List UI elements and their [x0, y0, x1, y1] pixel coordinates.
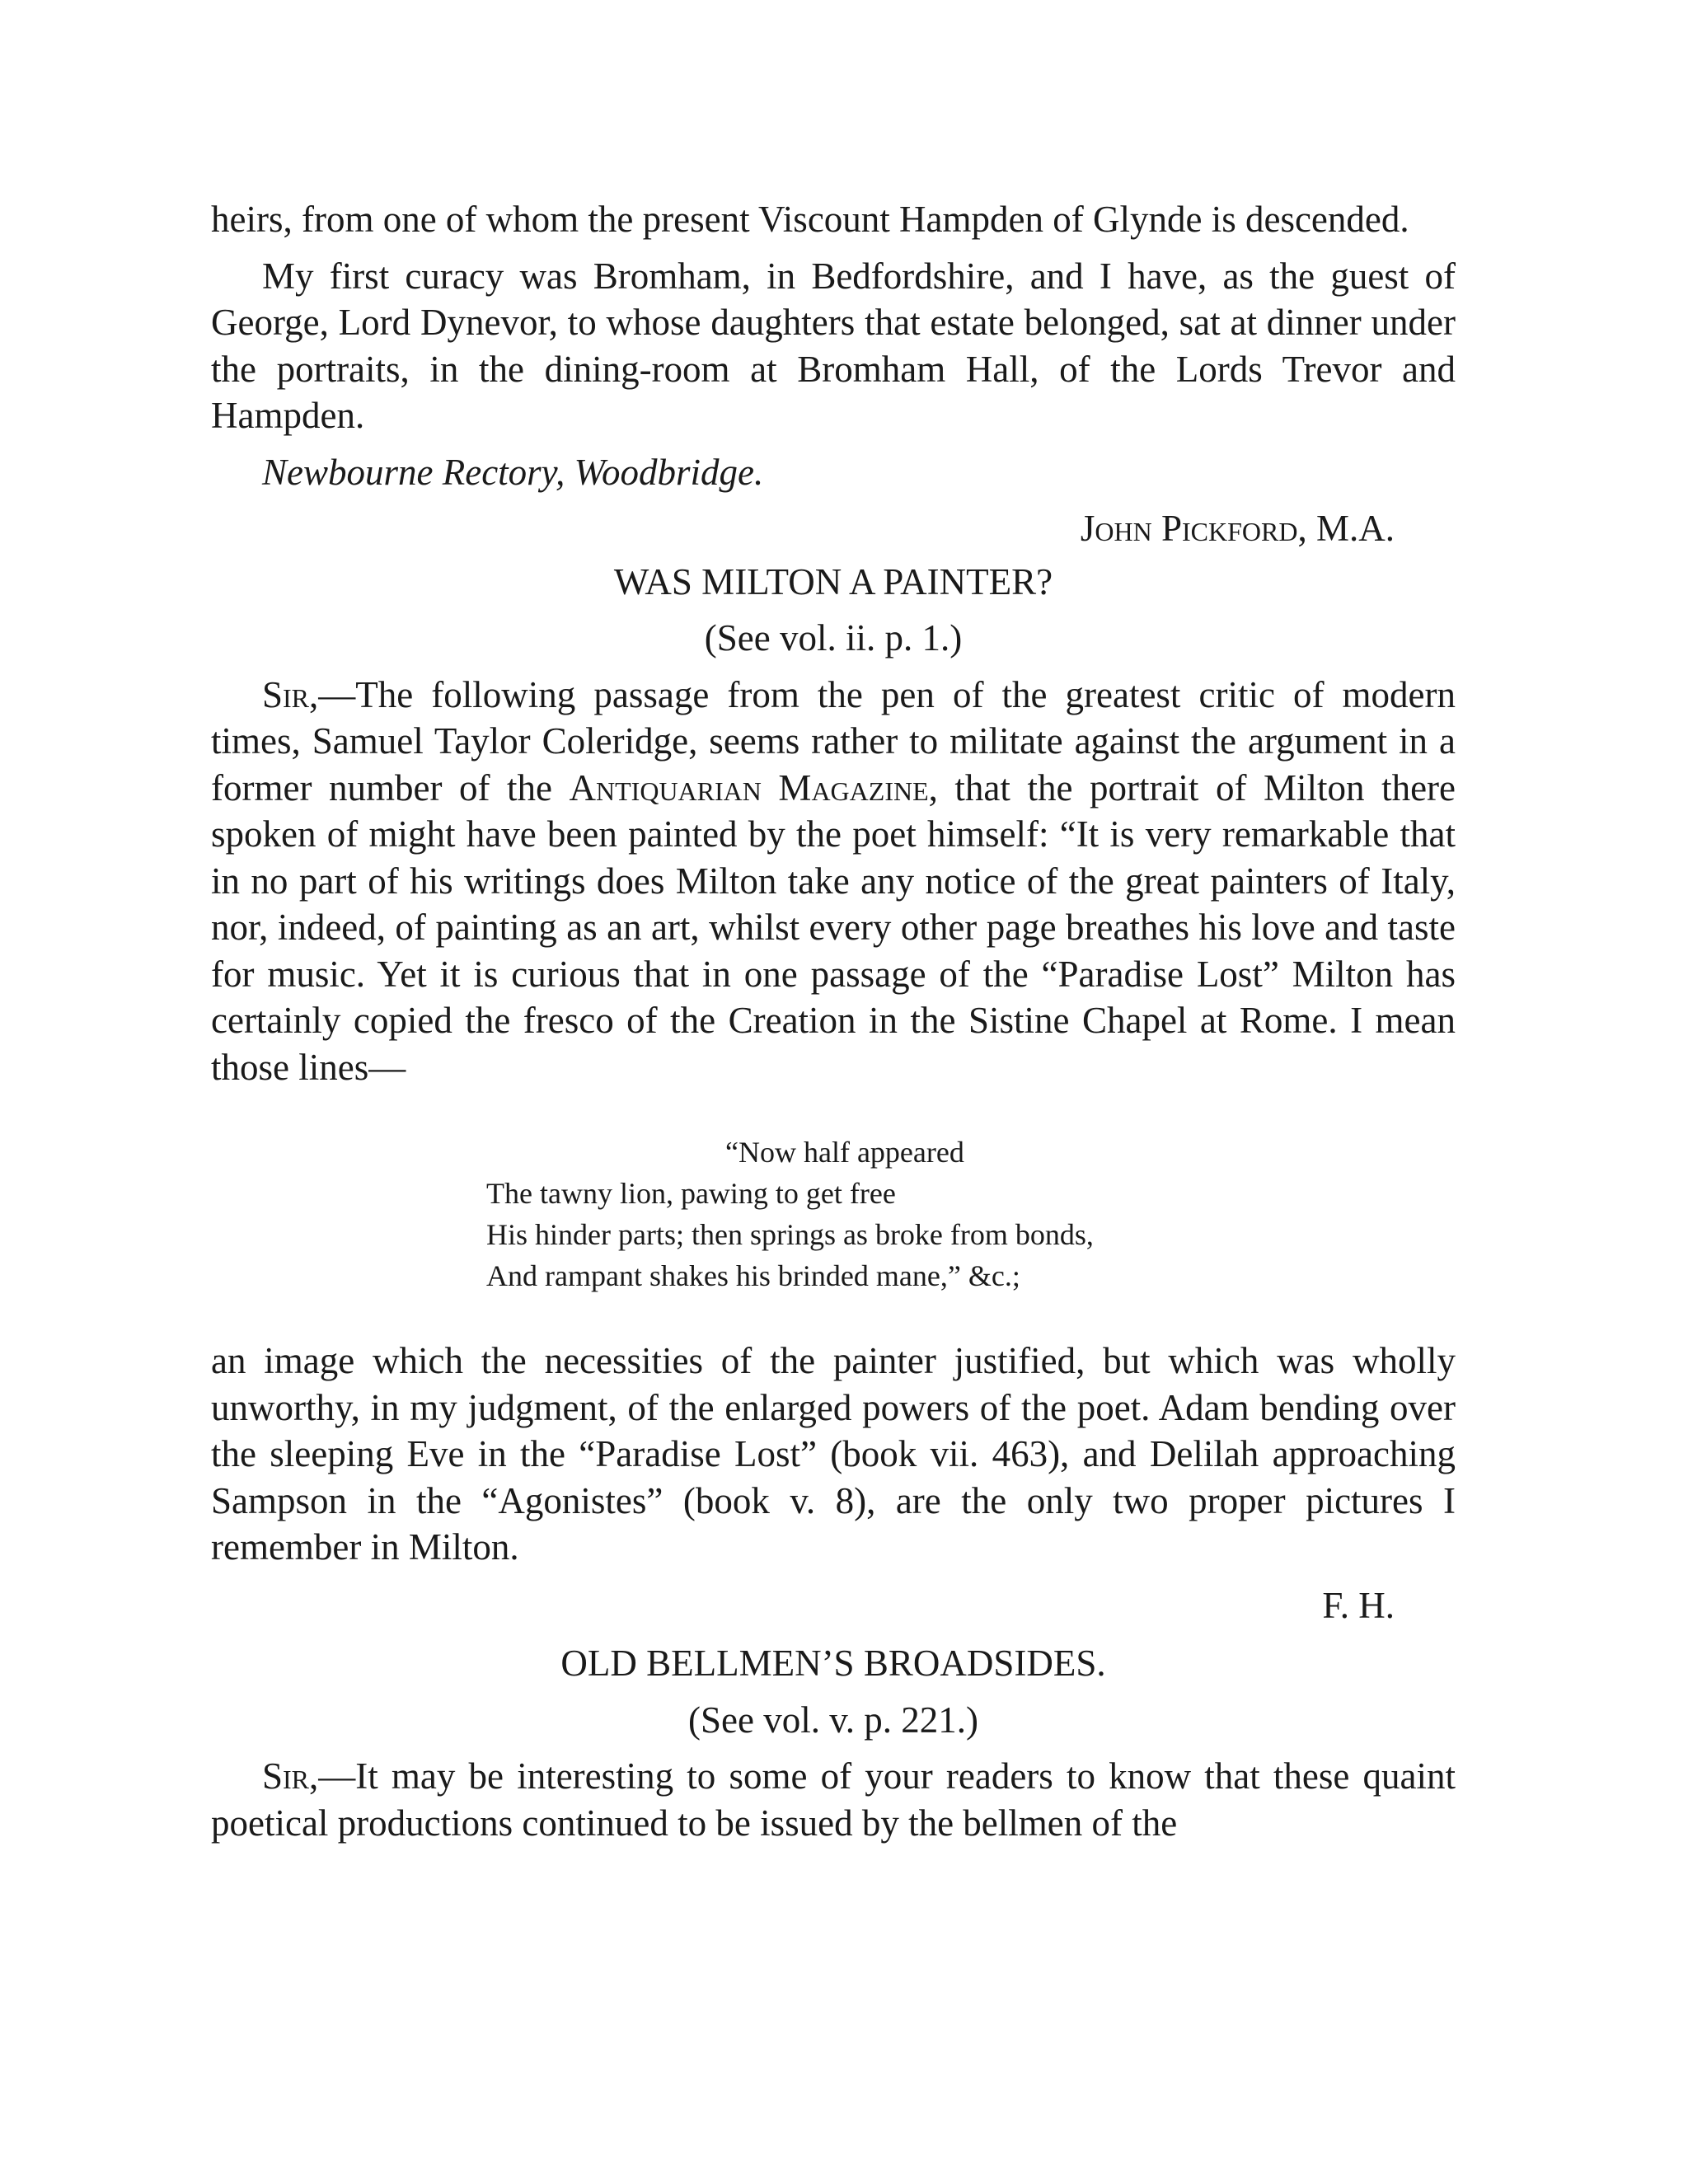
- place-line: Newbourne Rectory, Woodbridge.: [262, 451, 764, 493]
- article-1-body-part-2: , that the portrait of Milton there spoken of might have been painted by the poet himself: “It is very remarkable that in no part of his writings does Milton take any notice of the great painters of Italy, nor, indeed, of painting as an art, whilst every other page breathes his love and taste for music. Yet it is curious that in one passage of the “Paradise Lost” Milton has certainly copied the fresco of the Creation in the Sistine Chapel at Rome. I mean those lines—: [211, 766, 1456, 1088]
- signature-name: John Pickford: [1080, 508, 1298, 549]
- bromham-paragraph: My first curacy was Bromham, in Bedfordshire, and I have, as the guest of George, Lord Dynevor, to whose daughters that estate belonged, sat at dinner under the portraits, in the dining-room at Bromham Hall, of the Lords Trevor and Hampden.: [211, 255, 1456, 436]
- signature-fh: F. H.: [1322, 1584, 1395, 1626]
- magazine-name: Antiquarian Magazine: [569, 766, 929, 808]
- signature-suffix: , M.A.: [1297, 508, 1395, 549]
- verse-line: His hinder parts; then springs as broke from bonds,: [486, 1218, 1094, 1251]
- article-1-body-part-1: ,—The following passage from the pen of the greatest critic of modern times, Samuel Taylor Coleridge, seems rather to militate against the argument in a former number of the: [211, 673, 1456, 808]
- opening-paragraph: heirs, from one of whom the present Viscount Hampden of Glynde is descended.: [211, 199, 1409, 240]
- page-body: [211, 196, 1456, 1846]
- verse-quotation: [486, 1132, 1456, 1296]
- article-2-title: OLD BELLMEN’S BROADSIDES.: [560, 1643, 1106, 1684]
- salutation: Sir: [262, 673, 310, 715]
- article-2-body-text: ,—It may be interesting to some of your readers to know that these quaint poetical productions continued to be issued by the bellmen of the: [211, 1755, 1456, 1844]
- signature-pickford: [211, 505, 1456, 552]
- article-1-title: WAS MILTON A PAINTER?: [613, 560, 1053, 602]
- article-2-reference: (See vol. v. p. 221.): [687, 1699, 979, 1741]
- verse-line: And rampant shakes his brinded mane,” &c.;: [486, 1259, 1020, 1292]
- verse-line: “Now half appeared: [725, 1136, 964, 1169]
- article-1-conclusion: an image which the necessities of the painter justified, but which was wholly unworthy, in my judgment, of the enlarged powers of the poet. Adam bending over the sleeping Eve in the “Paradise Lost” (book vii. 463), and Delilah approaching Sampson in the “Agonistes” (book v. 8), are the only two proper pictures I remember in Milton.: [211, 1340, 1456, 1568]
- salutation: Sir: [262, 1755, 310, 1797]
- article-1-reference: (See vol. ii. p. 1.): [704, 617, 963, 658]
- article-2-body: [211, 1753, 1456, 1846]
- article-1-body: [211, 672, 1456, 1091]
- verse-line: The tawny lion, pawing to get free: [486, 1177, 896, 1210]
